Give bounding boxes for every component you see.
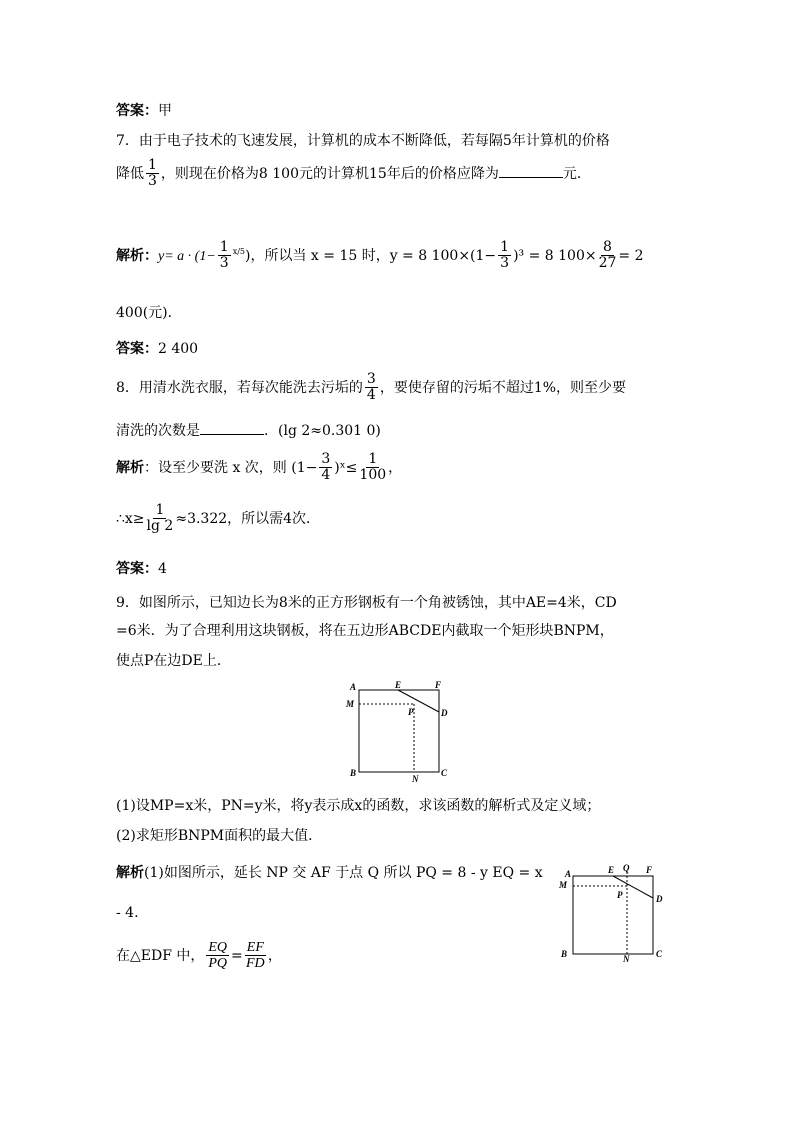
svg-text:F: F [435,680,442,690]
svg-text:B: B [561,949,568,959]
q6-answer: 答案：甲 [116,103,172,119]
q9-line2: =6米．为了合理利用这块钢板，将在五边形ABCDE内截取一个矩形块BNPM， [116,623,614,639]
svg-text:A: A [565,869,572,879]
q9-solution-line3: 在△EDF 中， $\frac{EQ}{PQ}$ = $\frac{EF}{FD}$ ， [116,940,282,972]
answer-blank [499,165,563,178]
q8-answer: 答案：4 [116,561,167,577]
square-figure [340,680,460,782]
svg-text:N: N [412,774,419,782]
q8-line1: 8．用清水洗衣服，若每次能洗去污垢的 $\frac{3}{4}$ ，要使存留的污垢不超过1%，则至少要 [116,371,627,404]
svg-text:B: B [350,768,357,778]
q7-line2: 降低 $\frac{1}{3}$ ，则现在价格为8 100元的计算机15年后的价格应降为 元． [116,157,591,190]
svg-text:E: E [395,680,402,690]
svg-text:D: D [656,894,663,904]
svg-text:F: F [646,865,653,875]
svg-text:C: C [656,949,663,959]
q9-solution: 解析(1)如图所示，延长 NP 交 AF 于点 Q 所以 PQ = 8 - y EQ = x [116,865,543,881]
q8-solution: 解析：设至少要洗 x 次，则 (1− $\frac{3}{4}$ )ˣ≤ $\frac{1}{100}$ ， [116,451,403,484]
svg-text:M: M [559,880,568,890]
q9-line1: 9．如图所示，已知边长为8米的正方形钢板有一个角被锈蚀，其中AE=4米，CD [116,595,617,611]
answer-blank [200,422,264,435]
svg-text:C: C [441,768,448,778]
svg-text:P: P [408,707,414,717]
square-figure-with-q [555,862,665,962]
q7-solution-line2: 400(元)． [116,305,182,321]
q8-solution-line3: ∴x≥ $\frac{1}{\lg 2}$ ≈3.322，所以需4次． [116,502,321,535]
q8-line2: 清洗的次数是 ．(lg 2≈0.301 0) [116,423,381,439]
q7-line1: 7．由于电子技术的飞速发展，计算机的成本不断降低，若每隔5年计算机的价格 [116,133,610,149]
svg-text:P: P [617,890,623,900]
svg-text:Q: Q [623,863,630,873]
svg-text:E: E [608,865,615,875]
q9-part1: (1)设MP=x米，PN=y米，将y表示成x的函数，求该函数的解析式及定义域； [116,798,601,814]
svg-text:M: M [346,699,355,709]
q9-part2: (2)求矩形BNPM面积的最大值． [116,828,323,844]
q7-answer: 答案：2 400 [116,341,199,357]
q9-solution-line2: - 4. [116,905,139,921]
svg-text:D: D [441,708,448,718]
q9-line3: 使点P在边DE上． [116,653,231,669]
q7-solution: 解析：y= a · (1− $\frac{1}{3}$ $^{x/5}$)，所以当 x = 15 时，y = 8 100×(1− $\frac{1}{3}$ )³ = 8 100× $\frac{8}{27}$ = 2 [116,239,644,272]
svg-text:N: N [623,954,630,962]
svg-text:A: A [350,682,357,692]
